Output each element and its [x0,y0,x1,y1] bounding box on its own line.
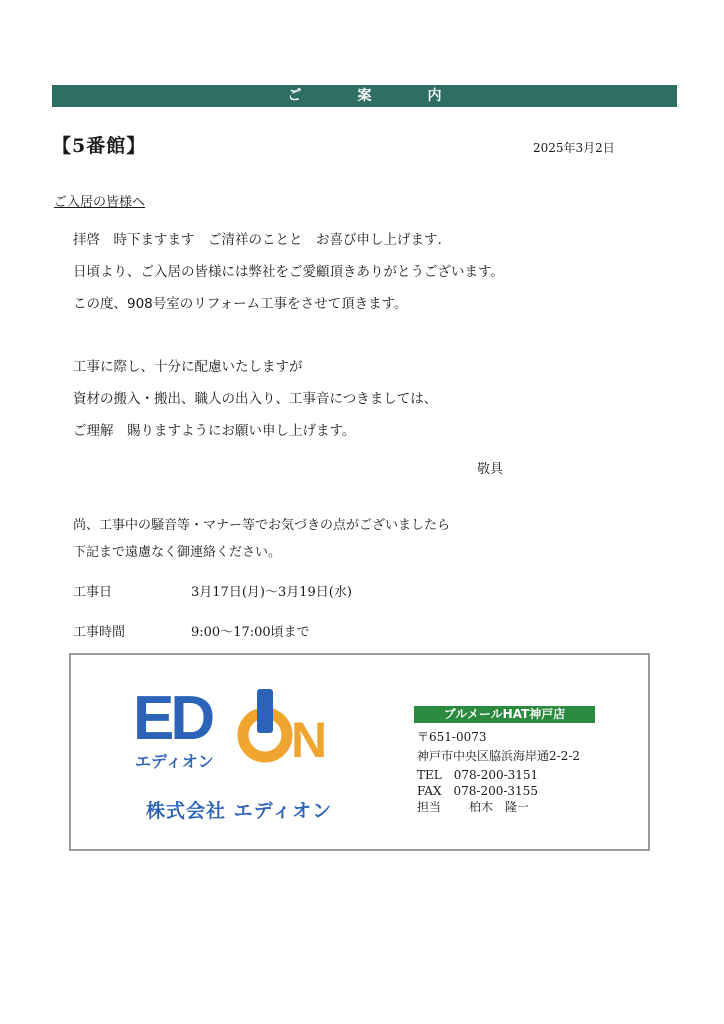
note-line: 尚、工事中の騒音等・マナー等でお気づきの点がございましたら [73,518,451,533]
body-line: 資材の搬入・搬出、職人の出入り、工事音につきましては、 [73,391,438,407]
body-line: 日頃より、ご入居の皆様には弊社をご愛顧頂きありがとうございます。 [73,264,504,280]
body-line: この度、908号室のリフォーム工事をさせて頂きます。 [73,296,408,312]
store-fax: FAX 078-200-3155 [417,784,538,798]
building-name: 【5番館】 [52,135,147,157]
store-name-badge [414,706,595,723]
company-name: 株式会社 エディオン [146,800,333,822]
notice-header-bar [52,85,677,107]
work-time-value: 9:00～17:00頃まで [191,625,310,640]
notice-date: 2025年3月2日 [533,141,615,155]
store-contact [417,798,529,815]
svg-text:ED: ED [133,684,212,753]
store-name: ブルメールHAT神戸店 [443,707,566,721]
edion-logo [133,683,353,773]
store-postal-code: 〒651-0073 [417,730,487,744]
logo-kana: エディオン [135,752,214,771]
notice-title: ご案内 [287,88,498,104]
closing-word: 敬具 [477,462,504,477]
store-tel: TEL 078-200-3151 [417,768,539,782]
store-address: 神戸市中央区脇浜海岸通2-2-2 [417,749,581,763]
body-line: 工事に際し、十分に配慮いたしますが [73,359,303,375]
body-line: ご理解 賜りますようにお願い申し上げます。 [73,423,356,439]
contact-label: 担当 [417,800,442,814]
note-line: 下記まで遠慮なく御連絡ください。 [73,545,282,560]
body-line: 拝啓 時下ますます ご清祥のことと お喜び申し上げます. [73,232,442,248]
contact-name: 柏木 隆一 [469,800,530,814]
greeting: ご入居の皆様へ [54,195,146,210]
svg-text:N: N [291,712,328,768]
work-date-value: 3月17日(月)～3月19日(水) [191,585,352,600]
work-time-label: 工事時間 [73,625,126,640]
work-date-label: 工事日 [73,585,113,600]
